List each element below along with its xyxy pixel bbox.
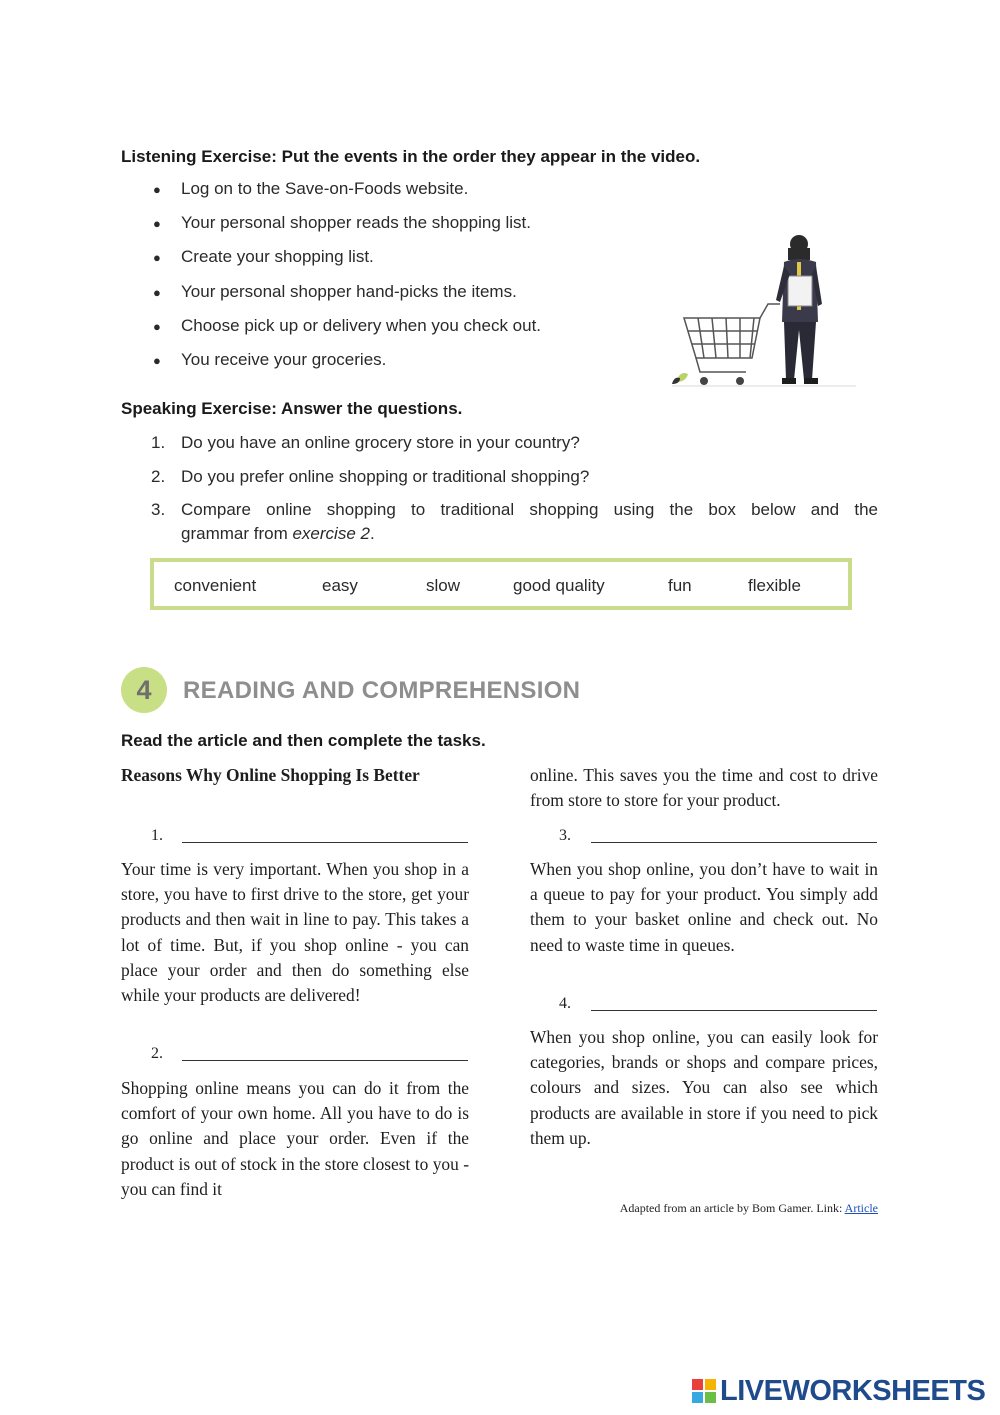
list-item: ● Create your shopping list. [153,247,374,266]
answer-number-4: 4. [559,995,571,1012]
liveworksheets-logo [692,1374,985,1408]
list-item: ● Your personal shopper hand-picks the items. [153,282,517,301]
article-title: Reasons Why Online Shopping Is Better [121,765,420,785]
list-item: ● Your personal shopper reads the shopping list. [153,213,531,232]
listening-heading: Listening Exercise: Put the events in the order they appear in the video. [121,147,701,166]
section-number-badge: 4 [121,667,167,713]
question-item: 2. Do you prefer online shopping or traditional shopping? [151,467,590,486]
article-paragraph-2-continued: online. This saves you the time and cost to drive from store to store for your product. [530,765,878,811]
article-paragraph-4: When you shop online, you can easily look for categories, brands or shops and compare prices, colours and sizes. You can also see which products are available in store if you need to pick them up. [530,1027,878,1148]
speaking-questions [151,0,881,560]
answer-blank-3[interactable] [591,842,877,843]
word-item: slow [426,576,461,595]
word-item: flexible [748,576,801,595]
word-box [150,558,852,610]
speaking-heading: Speaking Exercise: Answer the questions. [121,399,463,418]
article-credit: Adapted from an article by Bom Gamer. Link: Article [619,1201,878,1215]
section-title: READING AND COMPREHENSION [183,677,581,704]
article-link[interactable]: Article [844,1201,878,1215]
answer-blank-4[interactable] [591,1010,877,1011]
question-item: 3. Compare online shopping to traditional shopping using the box below and the grammar from exercise 2. [151,500,878,543]
answer-number-2: 2. [151,1045,163,1062]
word-item: good quality [513,576,605,595]
question-item: 1. Do you have an online grocery store in your country? [151,433,580,452]
article-paragraph-3: When you shop online, you don’t have to wait in a queue to pay for your product. You simply add them to your basket online and check out. No need to waste time in queues. [530,859,878,955]
list-item: ● You receive your groceries. [153,350,387,369]
word-item: convenient [174,576,257,595]
logo-text: LIVEWORKSHEETS [720,1374,986,1407]
answer-number-3: 3. [559,827,571,844]
article-paragraph-2: Shopping online means you can do it from the comfort of your own home. All you have to do is go online and place your order. Even if the product is out of stock in the store closest to you - you can find it [121,1078,469,1199]
word-item: fun [668,576,692,595]
reading-instruction: Read the article and then complete the tasks. [121,731,486,750]
article-paragraph-1: Your time is very important. When you shop in a store, you have to first drive to the store, get your products and then wait in line to pay. This takes a lot of time. But, if you shop online - you can place your order and then do something else while your products are delivered! [121,859,469,1006]
answer-blank-1[interactable] [182,842,468,843]
word-item: easy [322,576,358,595]
list-item: ● Choose pick up or delivery when you check out. [153,316,542,335]
list-item: ● Log on to the Save-on-Foods website. [153,179,469,198]
answer-blank-2[interactable] [182,1060,468,1061]
answer-number-1: 1. [151,827,163,844]
logo-blocks-icon [692,1379,716,1403]
